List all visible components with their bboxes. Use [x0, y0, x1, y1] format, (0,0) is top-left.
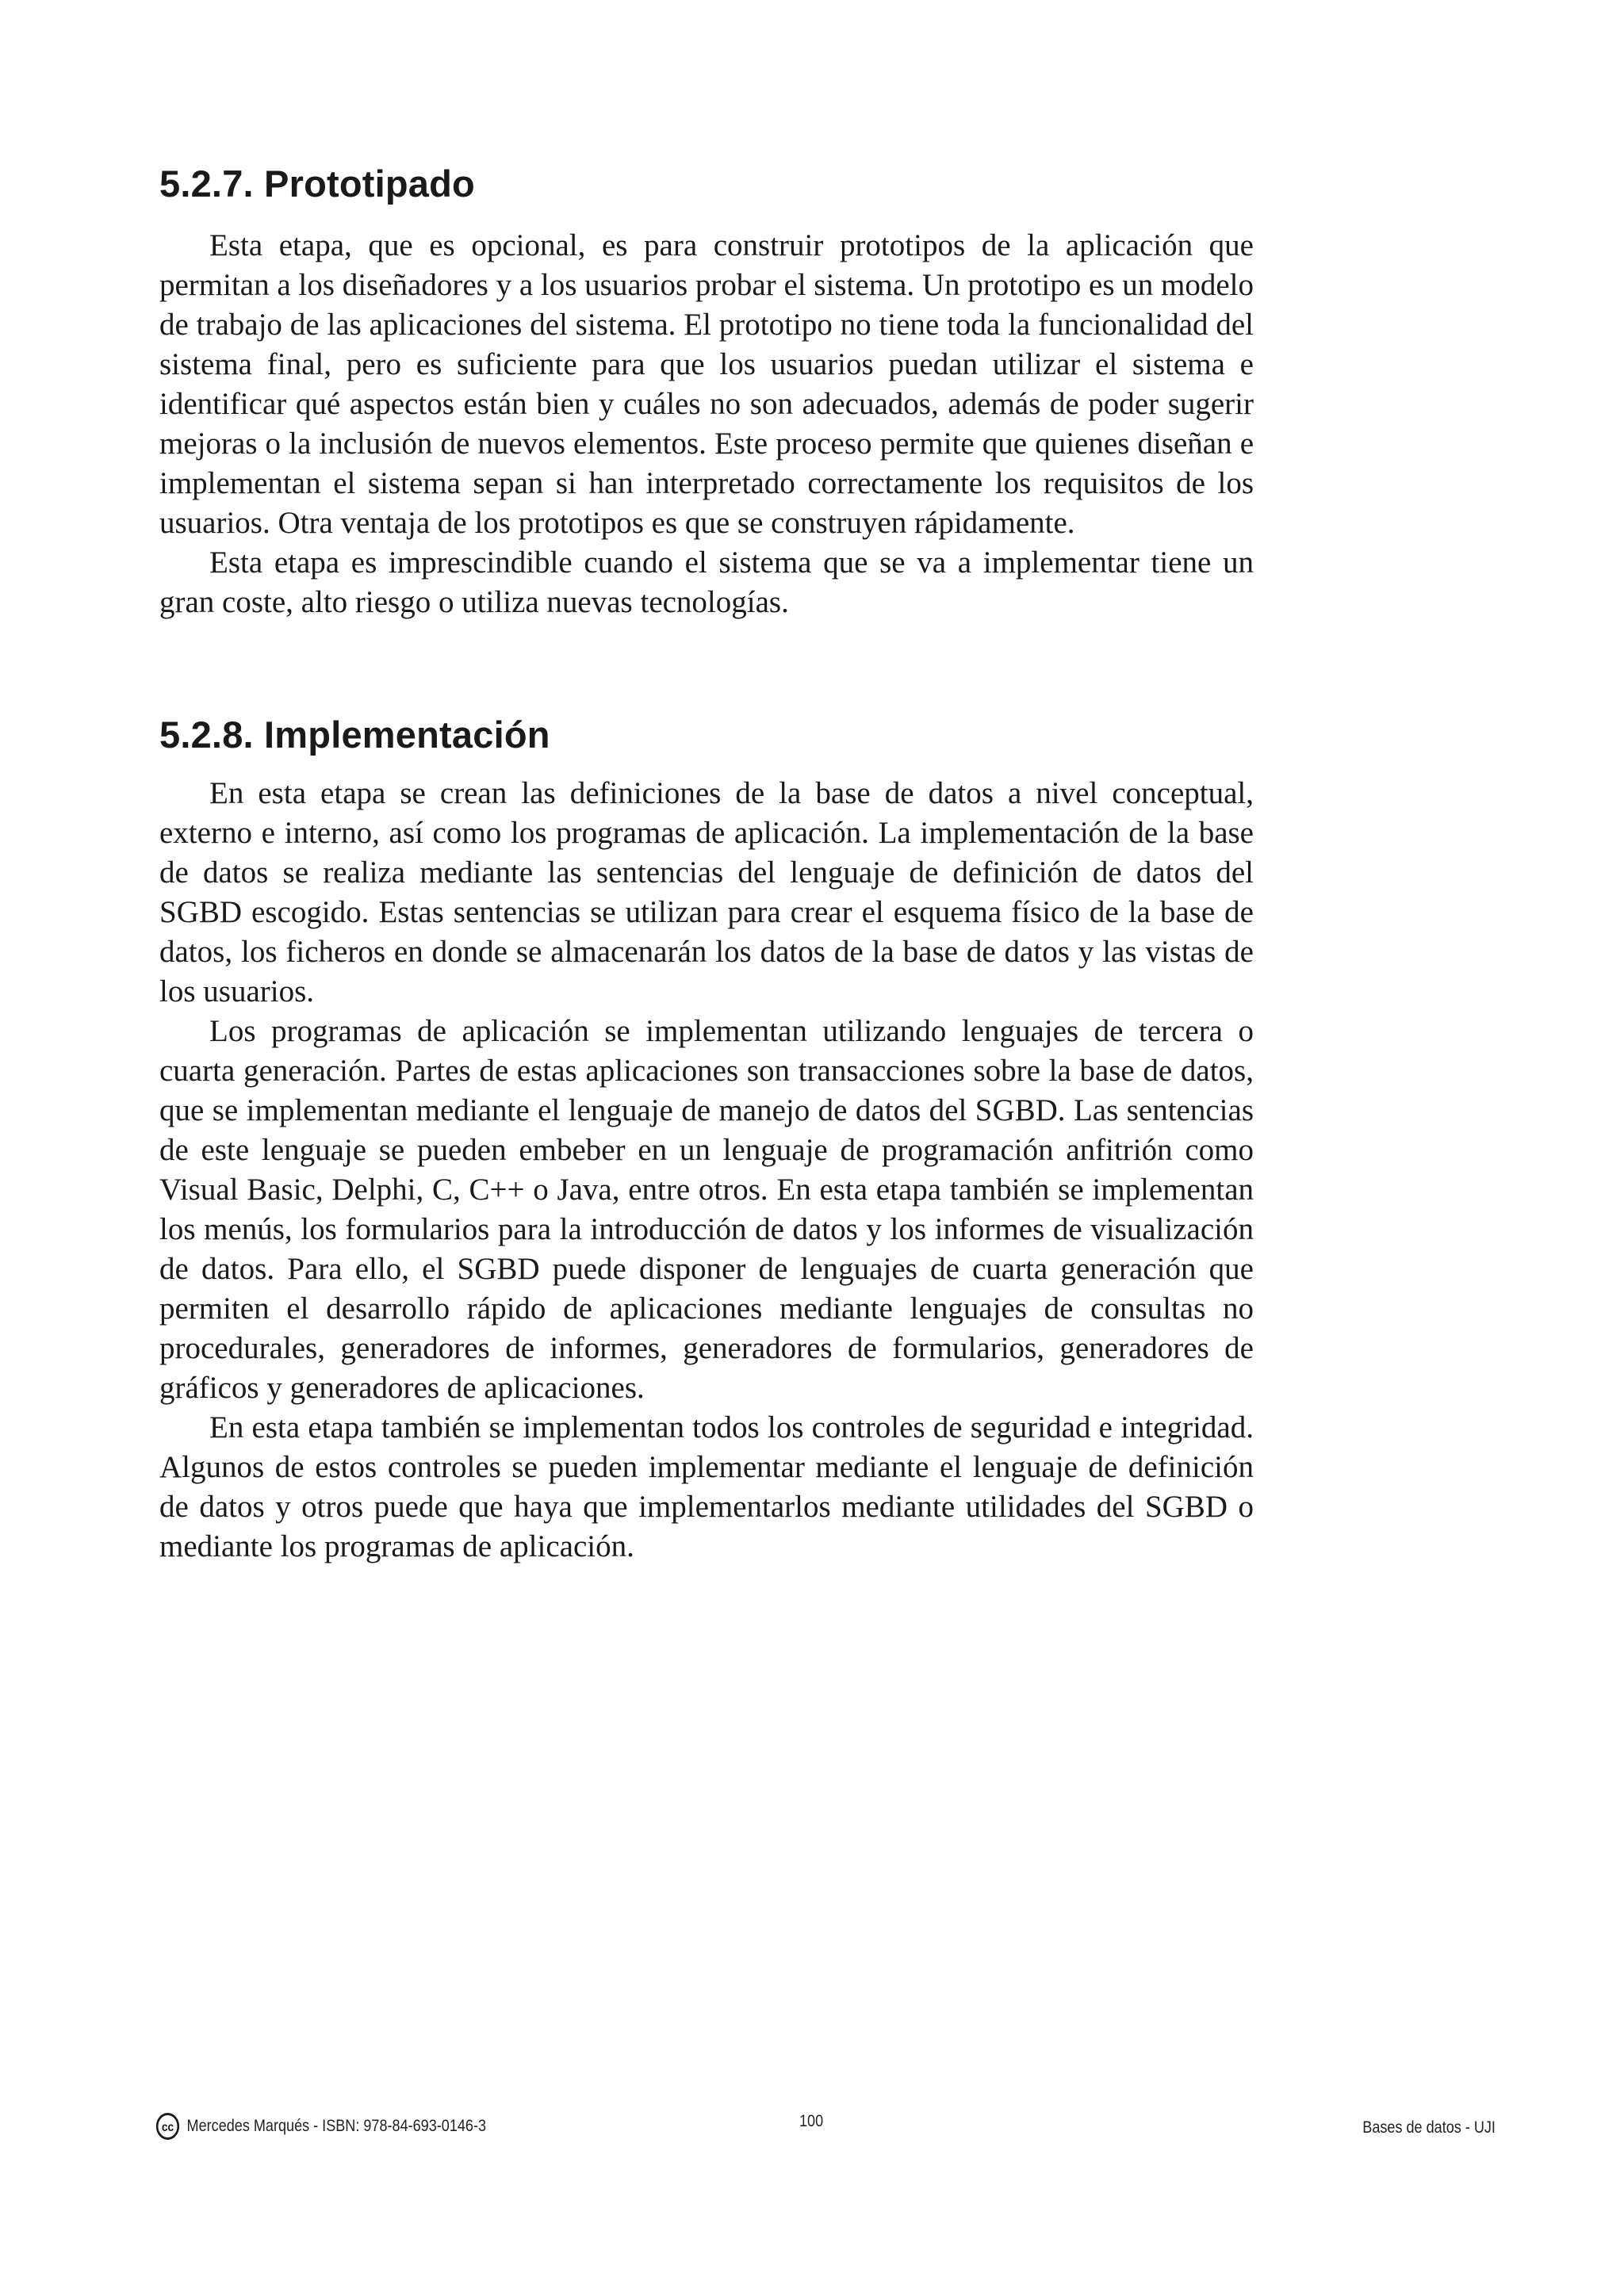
section-prototipado	[159, 165, 1254, 622]
footer-book-title: Bases de datos - UJI	[1362, 2118, 1496, 2137]
footer-left	[155, 2112, 486, 2141]
section-implementacion	[159, 716, 1254, 1567]
page-footer	[155, 2112, 1496, 2144]
paragraph: En esta etapa también se implementan todos los controles de seguridad e integridad. Algunos de estos controles se pueden implementar mediante el lenguaje de definición de datos y otros puede que haya que implementarlos mediante utilidades del SGBD o mediante los programas de aplicación.	[159, 1410, 1254, 1563]
paragraph: Esta etapa es imprescindible cuando el sistema que se va a implementar tiene un gran coste, alto riesgo o utiliza nuevas tecnologías.	[159, 545, 1254, 619]
paragraph: Los programas de aplicación se implementan utilizando lenguajes de tercera o cuarta generación. Partes de estas aplicaciones son transacciones sobre la base de datos, que se implementan mediante el lenguaje de manejo de datos del SGBD. Las sentencias de este lenguaje se pueden embeber en un lenguaje de programación anfitrión como Visual Basic, Delphi, C, C++ o Java, entre otros. En esta etapa también se implementan los menús, los formularios para la introducción de datos y los informes de visualización de datos. Para ello, el SGBD puede disponer de lenguajes de cuarta generación que permiten el desarrollo rápido de aplicaciones mediante lenguajes de consultas no procedurales, generadores de informes, generadores de formularios, generadores de gráficos y generadores de aplicaciones.	[159, 1014, 1254, 1405]
page-number: 100	[799, 2112, 824, 2130]
svg-text:cc: cc	[161, 2120, 174, 2135]
section-heading: 5.2.8. Implementación	[159, 714, 550, 756]
creative-commons-icon	[155, 2112, 180, 2141]
section-heading: 5.2.7. Prototipado	[159, 163, 475, 205]
paragraph: En esta etapa se crean las definiciones de la base de datos a nivel conceptual, externo e interno, así como los programas de aplicación. La implementación de la base de datos se realiza mediante las sentencias del lenguaje de definición de datos del SGBD escogido. Estas sentencias se utilizan para crear el esquema físico de la base de datos, los ficheros en donde se almacenarán los datos de la base de datos y las vistas de los usuarios.	[159, 776, 1254, 1008]
footer-author-isbn: Mercedes Marqués - ISBN: 978-84-693-0146-3	[186, 2117, 487, 2135]
paragraph: Esta etapa, que es opcional, es para construir prototipos de la aplicación que permitan a los diseñadores y a los usuarios probar el sistema. Un prototipo es un modelo de trabajo de las aplicaciones del sistema. El prototipo no tiene toda la funcionalidad del sistema final, pero es suficiente para que los usuarios puedan utilizar el sistema e identificar qué aspectos están bien y cuáles no son adecuados, además de poder sugerir mejoras o la inclusión de nuevos elementos. Este proceso permite que quienes diseñan e implementan el sistema sepan si han interpretado correctamente los requisitos de los usuarios. Otra ventaja de los prototipos es que se construyen rápidamente.	[159, 228, 1254, 540]
